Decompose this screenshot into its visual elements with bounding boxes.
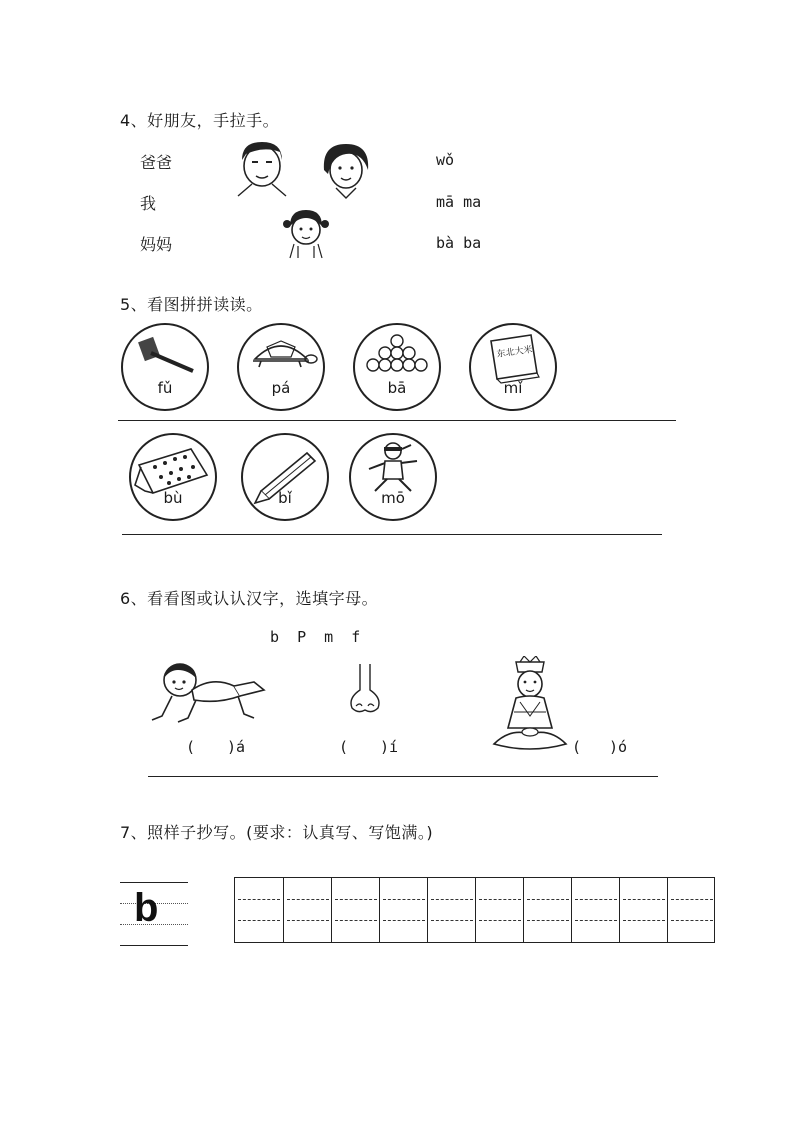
circle-rice-bag [469,323,557,411]
q5-heading: 5、看图拼拼读读。 [120,295,263,314]
label-fu: fǔ [157,379,173,397]
circle-pencil [241,433,329,521]
answer-line-row2 [122,534,662,535]
q7-heading: 7、照样子抄写。(要求：认真写、写饱满。) [120,823,434,842]
writing-cell[interactable] [619,878,667,942]
circle-axe [121,323,209,411]
writing-guide-line [671,899,713,900]
blank-3-open: ( [572,738,582,756]
writing-guide-line [383,920,425,921]
rice-bag-text: 东北大米 [496,345,534,360]
writing-grid[interactable] [234,877,715,943]
nose-icon [342,662,388,718]
writing-guide-line [431,899,473,900]
sample-line-4 [120,945,188,946]
blank-1-close[interactable]: )á [227,738,246,756]
writing-guide-line [479,920,521,921]
writing-guide-line [238,899,280,900]
label-bu: bù [163,489,183,507]
sample-letter-grid [120,882,188,946]
writing-guide-line [623,920,665,921]
father-face-icon [234,138,290,198]
writing-cell[interactable] [235,878,283,942]
q6-heading: 6、看看图或认认汉字，选填字母。 [120,589,379,608]
label-pa: pá [271,379,291,397]
blank-2-open: ( [339,738,349,756]
writing-cell[interactable] [571,878,619,942]
writing-guide-line [479,899,521,900]
pinyin-mama: mā ma [436,193,482,211]
writing-guide-line [527,899,569,900]
writing-cell[interactable] [475,878,523,942]
word-baba: 爸爸 [140,153,173,172]
writing-cell[interactable] [523,878,571,942]
writing-guide-line [287,899,329,900]
word-wo: 我 [140,194,157,213]
label-mi: mǐ [503,379,523,397]
letter-choices: b P m f [270,628,361,646]
answer-line-row1 [118,420,676,421]
sample-line-1 [120,882,188,883]
blank-1-open: ( [186,738,196,756]
circle-blindfold [349,433,437,521]
writing-guide-line [623,899,665,900]
writing-guide-line [575,920,617,921]
writing-guide-line [431,920,473,921]
label-ba: bā [387,379,407,397]
label-bi: bǐ [278,489,292,507]
sample-letter: b [134,886,159,930]
label-mo: mō [381,489,405,507]
writing-guide-line [335,920,377,921]
writing-guide-line [335,899,377,900]
writing-guide-line [287,920,329,921]
circle-cloth [129,433,217,521]
writing-guide-line [383,899,425,900]
blank-3-close[interactable]: )ó [609,738,628,756]
writing-guide-line [671,920,713,921]
pinyin-baba: bà ba [436,234,482,252]
writing-guide-line [575,899,617,900]
girl-face-icon [278,206,334,262]
circle-apples [353,323,441,411]
blank-2-close[interactable]: )í [380,738,399,756]
crawling-baby-icon [148,660,272,728]
buddha-icon [490,656,570,756]
writing-cell[interactable] [331,878,379,942]
answer-line-q6 [148,776,658,777]
writing-cell[interactable] [379,878,427,942]
pinyin-wo: wǒ [436,151,455,169]
writing-guide-line [527,920,569,921]
writing-cell[interactable] [427,878,475,942]
writing-cell[interactable] [667,878,715,942]
mother-face-icon [318,140,374,200]
q4-heading: 4、好朋友，手拉手。 [120,111,280,130]
word-mama: 妈妈 [140,235,173,254]
circle-turtle [237,323,325,411]
writing-guide-line [238,920,280,921]
writing-cell[interactable] [283,878,331,942]
